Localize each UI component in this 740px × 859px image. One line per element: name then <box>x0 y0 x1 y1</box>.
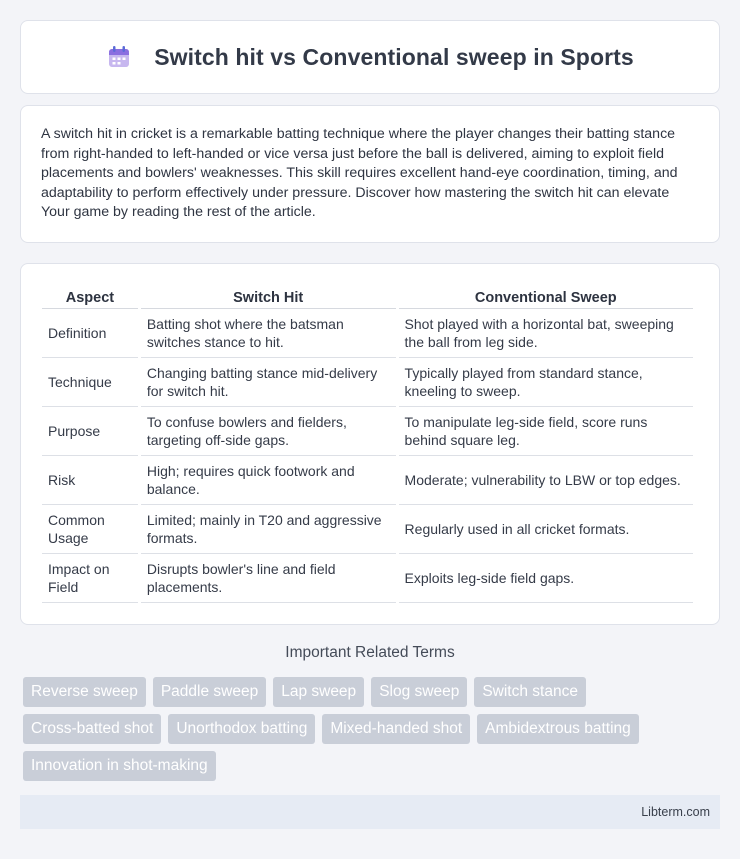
table-cell-conventional-sweep: Exploits leg-side field gaps. <box>399 554 693 603</box>
table-row <box>42 505 693 554</box>
column-header-conventional-sweep: Conventional Sweep <box>399 283 693 309</box>
table-cell-conventional-sweep: Typically played from standard stance, kneeling to sweep. <box>399 358 693 407</box>
table-cell-aspect: Technique <box>42 358 138 407</box>
related-term-tag[interactable]: Innovation in shot-making <box>23 751 216 781</box>
column-header-switch-hit: Switch Hit <box>141 283 396 309</box>
table-cell-switch-hit: Batting shot where the batsman switches stance to hit. <box>141 309 396 358</box>
table-cell-conventional-sweep: Regularly used in all cricket formats. <box>399 505 693 554</box>
table-cell-switch-hit: High; requires quick footwork and balance. <box>141 456 396 505</box>
comparison-table <box>39 283 696 603</box>
table-cell-conventional-sweep: Moderate; vulnerability to LBW or top edges. <box>399 456 693 505</box>
table-header-row <box>42 283 693 309</box>
related-term-tag[interactable]: Reverse sweep <box>23 677 146 707</box>
table-cell-conventional-sweep: To manipulate leg-side field, score runs behind square leg. <box>399 407 693 456</box>
footer-site-link[interactable]: Libterm.com <box>641 805 710 819</box>
table-row <box>42 456 693 505</box>
table-cell-switch-hit: Changing batting stance mid-delivery for switch hit. <box>141 358 396 407</box>
related-term-tag[interactable]: Lap sweep <box>273 677 364 707</box>
table-cell-aspect: Impact on Field <box>42 554 138 603</box>
table-cell-switch-hit: Limited; mainly in T20 and aggressive formats. <box>141 505 396 554</box>
table-cell-conventional-sweep: Shot played with a horizontal bat, sweeping the ball from leg side. <box>399 309 693 358</box>
calendar-icon <box>106 44 132 70</box>
related-term-tag[interactable]: Mixed-handed shot <box>322 714 470 744</box>
related-terms-list <box>23 677 703 781</box>
related-term-tag[interactable]: Ambidextrous batting <box>477 714 639 744</box>
related-term-tag[interactable]: Slog sweep <box>371 677 467 707</box>
header-card <box>20 20 720 94</box>
related-term-tag[interactable]: Unorthodox batting <box>168 714 315 744</box>
table-cell-aspect: Purpose <box>42 407 138 456</box>
table-row <box>42 407 693 456</box>
related-term-tag[interactable]: Cross-batted shot <box>23 714 161 744</box>
related-term-tag[interactable]: Paddle sweep <box>153 677 266 707</box>
column-header-aspect: Aspect <box>42 283 138 309</box>
comparison-table-card <box>20 263 720 625</box>
intro-card <box>20 105 720 243</box>
table-row <box>42 358 693 407</box>
footer <box>20 795 720 829</box>
table-cell-aspect: Definition <box>42 309 138 358</box>
table-row <box>42 554 693 603</box>
table-cell-aspect: Risk <box>42 456 138 505</box>
related-term-tag[interactable]: Switch stance <box>474 677 586 707</box>
table-cell-switch-hit: Disrupts bowler's line and field placements. <box>141 554 396 603</box>
table-cell-aspect: Common Usage <box>42 505 138 554</box>
intro-paragraph: A switch hit in cricket is a remarkable batting technique where the player changes their batting stance from right-handed to left-handed or vice versa just before the ball is delivered, aiming to exploit field placements and bowlers' weaknesses. This skill requires excellent hand-eye coordination, timing, and adaptability to perform effectively under pressure. Discover how mastering the switch hit can elevate Your game by reading the rest of the article. <box>41 126 678 221</box>
page-title: Switch hit vs Conventional sweep in Sports <box>154 43 634 70</box>
table-cell-switch-hit: To confuse bowlers and fielders, targeting off-side gaps. <box>141 407 396 456</box>
table-row <box>42 309 693 358</box>
related-terms-heading: Important Related Terms <box>285 644 455 661</box>
